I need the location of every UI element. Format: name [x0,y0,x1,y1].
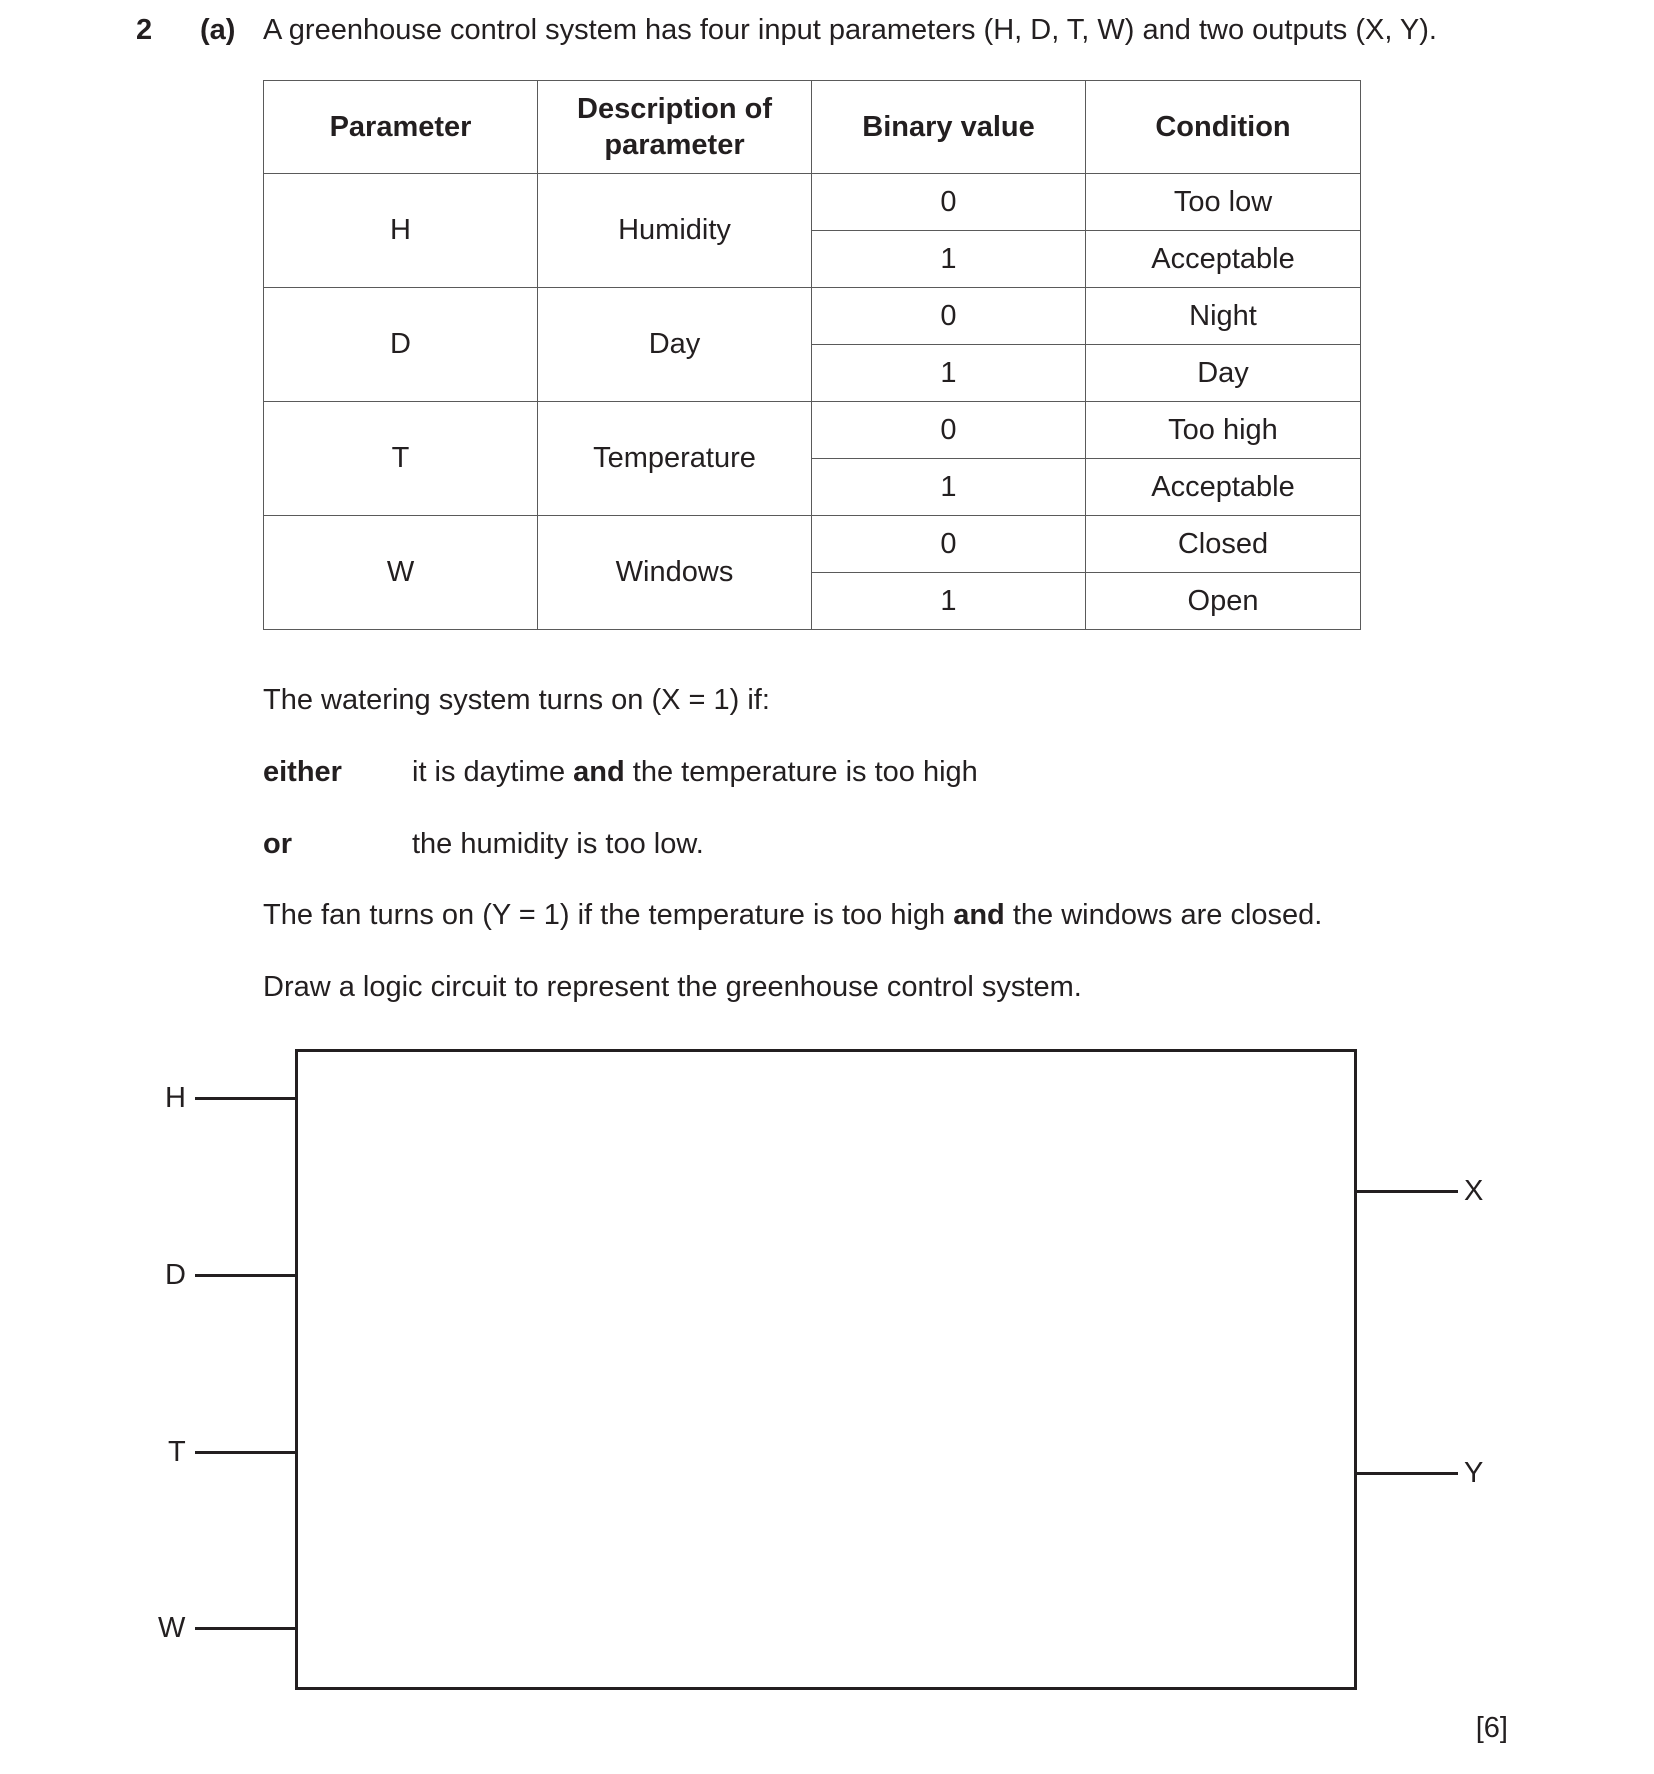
binary-cell: 1 [812,573,1086,630]
condition-cell: Night [1086,288,1361,345]
description-cell: Temperature [538,402,812,516]
binary-cell: 0 [812,174,1086,231]
input-label-w: W [158,1612,186,1644]
binary-cell: 0 [812,516,1086,573]
output-wire-x [1356,1190,1458,1193]
fan-and-keyword: and [953,899,1005,931]
header-description-line2: parameter [604,129,745,161]
header-parameter: Parameter [264,81,538,174]
description-cell: Humidity [538,174,812,288]
binary-cell: 1 [812,231,1086,288]
watering-intro: The watering system turns on (X = 1) if: [263,684,770,716]
parameter-table [263,80,1361,630]
circuit-answer-box[interactable] [295,1049,1357,1690]
fan-text-part1: The fan turns on (Y = 1) if the temperature is too high [263,899,954,931]
table-row [264,288,1361,345]
input-label-t: T [168,1436,186,1468]
fan-text-part2: the windows are closed. [1004,899,1323,931]
header-description [538,81,812,174]
condition-cell: Acceptable [1086,231,1361,288]
table-header-row [264,81,1361,174]
either-label: either [263,756,342,788]
instruction: Draw a logic circuit to represent the greenhouse control system. [263,971,1082,1003]
input-wire-t [195,1451,297,1454]
header-description-line1: Description of [577,93,772,125]
input-wire-w [195,1627,297,1630]
condition-cell: Day [1086,345,1361,402]
input-wire-d [195,1274,297,1277]
fan-condition [263,899,1322,932]
question-intro: A greenhouse control system has four input parameters (H, D, T, W) and two outputs (X, Y). [263,14,1437,46]
either-text-part2: the temperature is too high [624,756,978,788]
condition-cell: Too low [1086,174,1361,231]
table-row [264,516,1361,573]
output-label-y: Y [1464,1457,1484,1489]
or-condition: the humidity is too low. [412,828,704,860]
binary-cell: 1 [812,345,1086,402]
either-condition [412,756,978,789]
condition-cell: Open [1086,573,1361,630]
binary-cell: 0 [812,288,1086,345]
condition-cell: Closed [1086,516,1361,573]
parameter-cell: D [264,288,538,402]
binary-cell: 1 [812,459,1086,516]
condition-cell: Acceptable [1086,459,1361,516]
binary-cell: 0 [812,402,1086,459]
either-text-part1: it is daytime [412,756,574,788]
question-number: 2 [136,14,153,46]
description-cell: Day [538,288,812,402]
output-wire-y [1356,1472,1458,1475]
parameter-cell: T [264,402,538,516]
description-cell: Windows [538,516,812,630]
input-wire-h [195,1097,297,1100]
parameter-cell: H [264,174,538,288]
input-label-h: H [165,1082,186,1114]
marks-label: [6] [1475,1712,1508,1744]
input-label-d: D [165,1259,186,1291]
condition-cell: Too high [1086,402,1361,459]
output-label-x: X [1464,1175,1484,1207]
parameter-cell: W [264,516,538,630]
table-row [264,402,1361,459]
header-binary-value: Binary value [812,81,1086,174]
question-part: (a) [200,14,236,46]
header-condition: Condition [1086,81,1361,174]
either-and-keyword: and [573,756,625,788]
table-row [264,174,1361,231]
or-label: or [263,828,292,860]
